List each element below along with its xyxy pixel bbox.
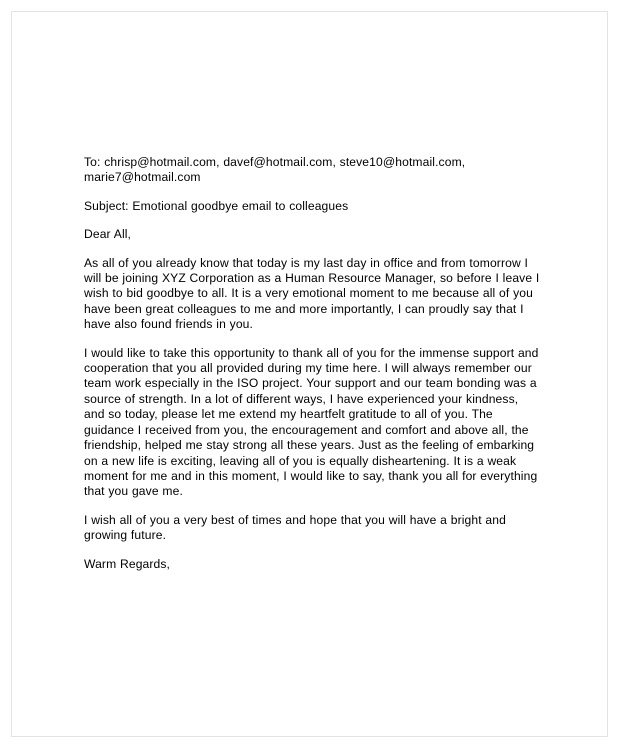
body-paragraph-3: I wish all of you a very best of times and hope that you will have a bright and growing future.: [84, 512, 510, 543]
subject-line: Subject: Emotional goodbye email to colleagues: [84, 198, 349, 213]
letter-body: [84, 155, 542, 572]
document-page: [11, 11, 608, 737]
closing: Warm Regards,: [84, 556, 171, 571]
body-paragraph-1: As all of you already know that today is my last day in office and from tomorrow I will be joining XYZ Corporation as a Human Resource Manager, so before I leave I wish to bid goodbye to all. It is a very emotional moment to me because all of you have been great colleagues to me and more importantly, I can proudly say that I have also found friends in you.: [84, 255, 544, 332]
body-paragraph-2: I would like to take this opportunity to thank all of you for the immense support and cooperation that you all provided during my time here. I will always remember our team work especially in the ISO project. Your support and our team bonding was a source of strength. In a lot of different ways, I have experienced your kindness, and so today, please let me extend my heartfelt gratitude to all of you. The guidance I received from you, the encouragement and comfort and above all, the friendship, helped me stay strong all these years. Just as the feeling of embarking on a new life is exciting, leaving all of you is equally disheartening. It is a weak moment for me and in this moment, I would like to say, thank you all for everything that you gave me.: [84, 345, 543, 499]
recipients-line: To: chrisp@hotmail.com, davef@hotmail.com, steve10@hotmail.com, marie7@hotmail.com: [84, 155, 469, 185]
salutation: Dear All,: [84, 227, 132, 242]
